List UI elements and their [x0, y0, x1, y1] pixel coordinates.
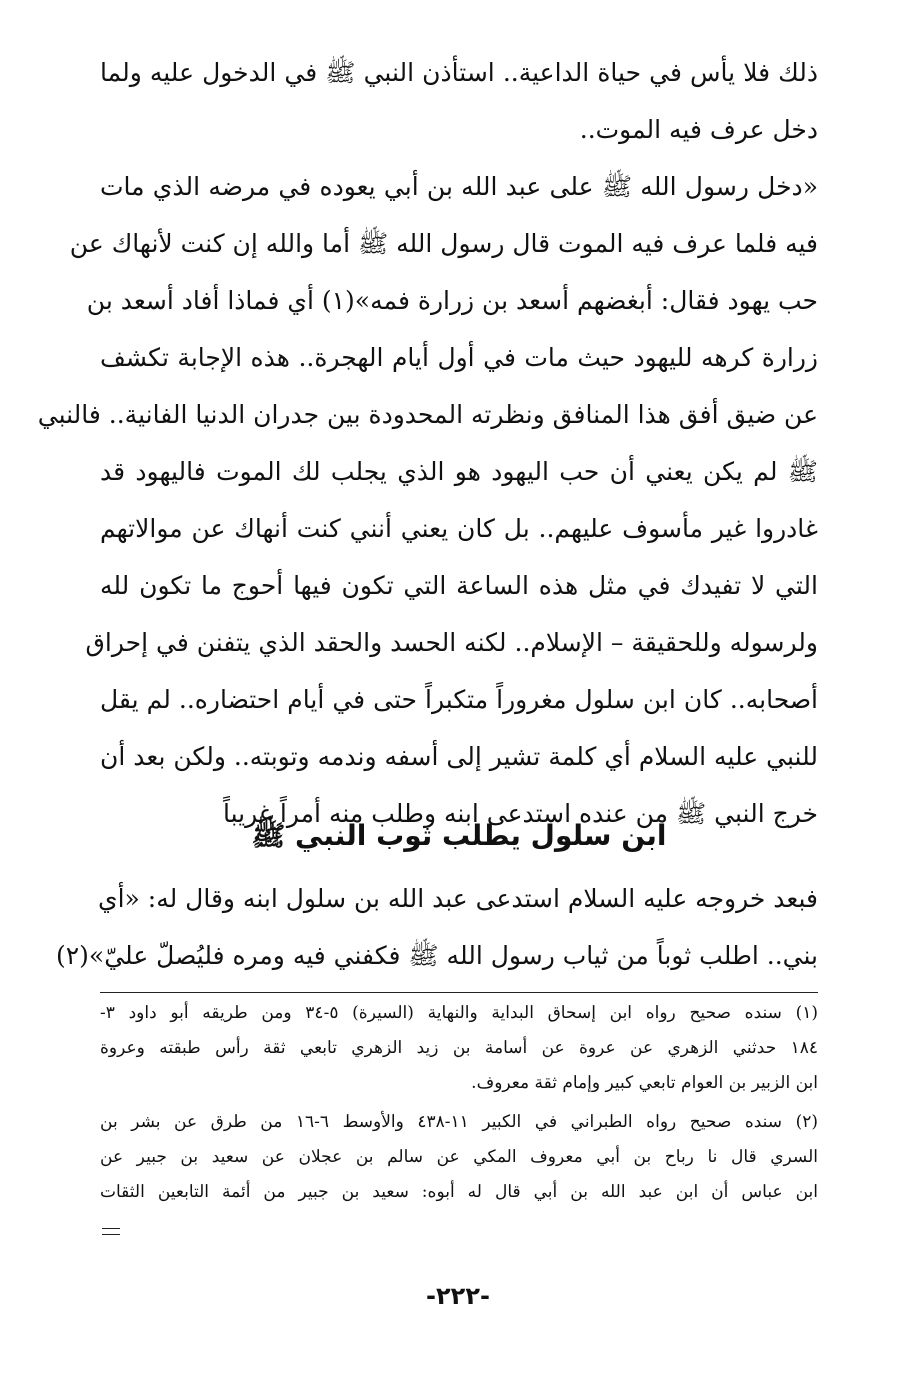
footnote-line: (١) سنده صحيح رواه ابن إسحاق البداية والنهاية (السيرة) ٥-٣٤ ومن طريقه أبو داود ٣-	[100, 1003, 818, 1023]
footnote-separator	[100, 992, 818, 993]
footnote-line: السري قال نا رباح بن أبي معروف المكي عن سالم بن عجلان عن سعيد بن جبير عن	[100, 1147, 818, 1167]
paragraph-1-line: دخل عرف فيه الموت..	[579, 115, 818, 144]
footnote-1	[100, 996, 818, 1101]
paragraph-2	[37, 158, 818, 842]
footnote-line: ابن عباس أن ابن عبد الله بن أبي قال له أبوه: سعيد بن جبير من أئمة التابعين الثقات	[100, 1182, 818, 1202]
paragraph-2-line: خرج النبي ﷺ من عنده استدعى ابنه وطلب منه أمراً غريباً	[222, 799, 818, 828]
paragraph-2-line: ولرسوله وللحقيقة – الإسلام.. لكنه الحسد والحقد الذي يتفنن في إحراق	[85, 628, 818, 657]
paragraph-3-line: فبعد خروجه عليه السلام استدعى عبد الله بن سلول ابنه وقال له: «أي	[98, 884, 818, 913]
paragraph-2-line: زرارة كرهه لليهود حيث مات في أول أيام الهجرة.. هذه الإجابة تكشف	[100, 343, 818, 372]
paragraph-2-line: للنبي عليه السلام أي كلمة تشير إلى أسفه وندمه وتوبته.. ولكن بعد أن	[100, 742, 818, 771]
footnote-line: (٢) سنده صحيح رواه الطبراني في الكبير ١١-٤٣٨ والأوسط ٦-١٦ من طرق عن بشر بن	[100, 1112, 818, 1132]
paragraph-2-line: ﷺ لم يكن يعني أن حب اليهود هو الذي يجلب لك الموت فاليهود قد	[100, 457, 818, 486]
paragraph-3	[55, 870, 818, 984]
paragraph-1	[100, 44, 818, 158]
paragraph-2-line: فيه فلما عرف فيه الموت قال رسول الله ﷺ أما والله إن كنت لأنهاك عن	[69, 229, 818, 258]
footnotes	[100, 996, 818, 1210]
continuation-mark	[102, 1228, 120, 1235]
footnote-line: ابن الزبير بن العوام تابعي كبير وإمام ثقة معروف.	[471, 1073, 818, 1093]
footnote-line: ١٨٤ حدثني الزهري عن عروة عن أسامة بن زيد الزهري تابعي ثقة رأس طبقته وعروة	[100, 1038, 818, 1058]
paragraph-2-line: حب يهود فقال: أبغضهم أسعد بن زرارة فمه»(١) أي فماذا أفاد أسعد بن	[86, 286, 818, 315]
paragraph-2-line: «دخل رسول الله ﷺ على عبد الله بن أبي يعوده في مرضه الذي مات	[100, 172, 818, 201]
paragraph-1-line: ذلك فلا يأس في حياة الداعية.. استأذن النبي ﷺ في الدخول عليه ولما	[100, 58, 818, 87]
paragraph-2-line: التي لا تفيدك في مثل هذه الساعة التي تكون فيها أحوج ما تكون لله	[100, 571, 818, 600]
section-heading: ابن سلول يطلب ثوب النبي ﷺ	[251, 819, 667, 852]
paragraph-2-line: عن ضيق أفق هذا المنافق ونظرته المحدودة بين جدران الدنيا الفانية.. فالنبي	[37, 400, 818, 429]
page-number: -٢٢٢-	[426, 1282, 490, 1310]
footnote-2	[100, 1105, 818, 1210]
paragraph-2-line: أصحابه.. كان ابن سلول مغروراً متكبراً حتى في أيام احتضاره.. لم يقل	[100, 685, 818, 714]
paragraph-2-line: غادروا غير مأسوف عليهم.. بل كان يعني أنني كنت أنهاك عن موالاتهم	[100, 514, 818, 543]
paragraph-3-line: بني.. اطلب ثوباً من ثياب رسول الله ﷺ فكفني فيه ومره فليُصلّ عليّ»(٢)	[55, 941, 818, 970]
